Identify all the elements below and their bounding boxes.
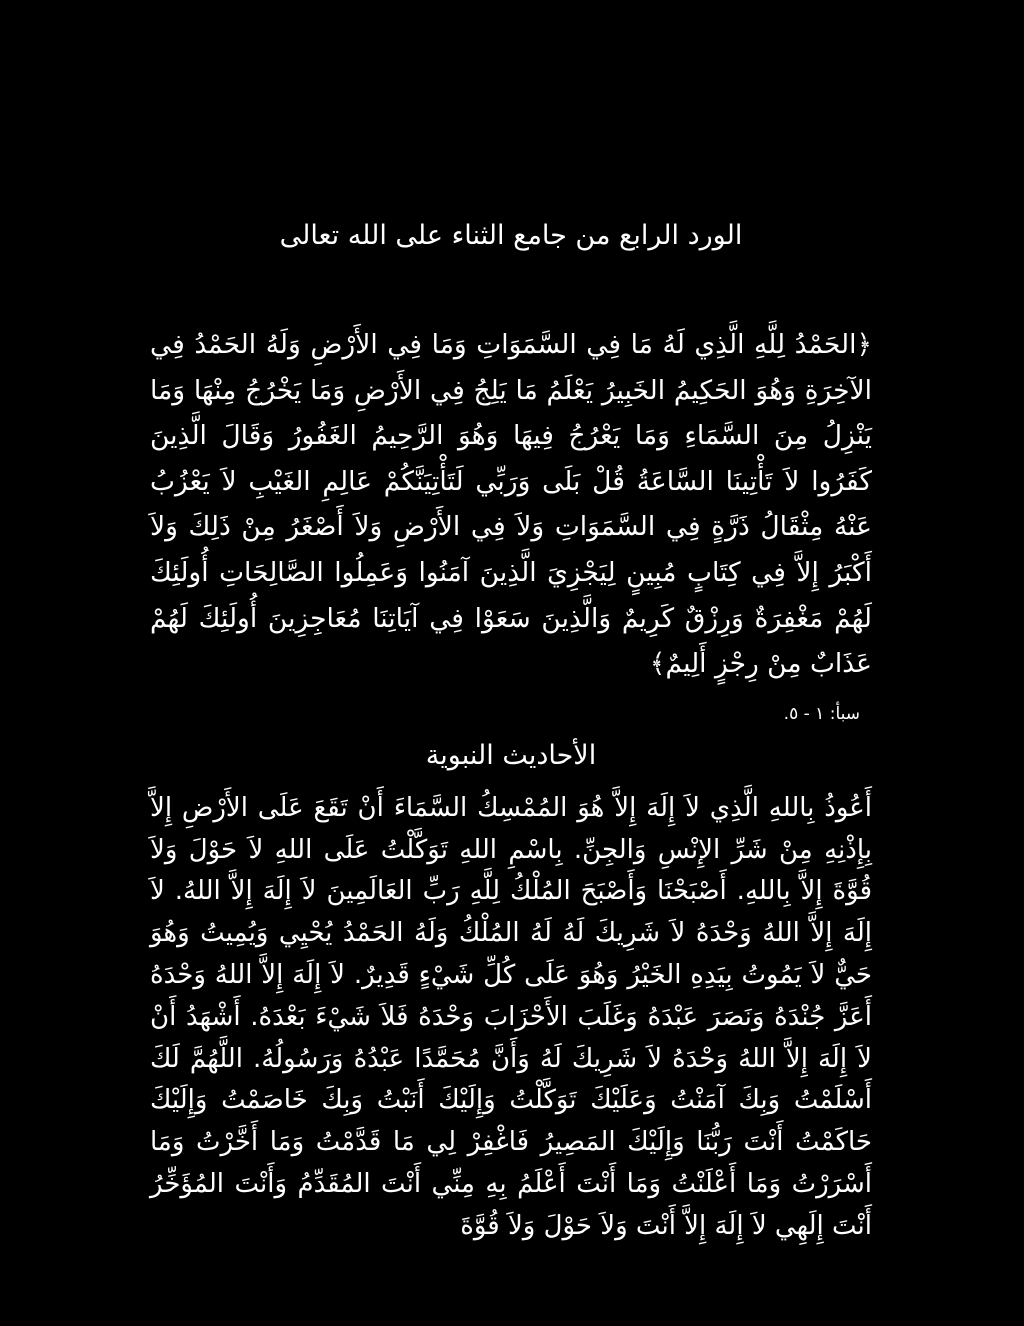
verse-citation	[150, 687, 872, 734]
hadith-passage: أَعُوذُ بِاللهِ الَّذِي لاَ إِلَهَ إِلاَّ هُوَ المُمْسِكُ السَّمَاءَ أَنْ تَقَعَ عَلَى الأَرْضِ إِلاَّ بِإِذْنِهِ مِنْ شَرِّ الإِنْسِ وَالجِنِّ. بِاسْمِ اللهِ تَوَكَّلْتُ عَلَى اللهِ لاَ حَوْلَ وَلاَ قُوَّةَ إِلاَّ بِاللهِ. أَصْبَحْنَا وَأَصْبَحَ المُلْكُ لِلَّهِ رَبِّ العَالَمِينَ لاَ إِلَهَ إِلاَّ اللهُ. لاَ إِلَهَ إِلاَّ اللهُ وَحْدَهُ لاَ شَرِيكَ لَهُ لَهُ المُلْكُ وَلَهُ الحَمْدُ يُحْيِي وَيُمِيتُ وَهُوَ حَيٌّ لاَ يَمُوتُ بِيَدِهِ الخَيْرُ وَهُوَ عَلَى كُلِّ شَيْءٍ قَدِيرٌ. لاَ إِلَهَ إِلاَّ اللهُ وَحْدَهُ أَعَزَّ جُنْدَهُ وَنَصَرَ عَبْدَهُ وَغَلَبَ الأَحْزَابَ وَحْدَهُ فَلاَ شَيْءَ بَعْدَهُ. أَشْهَدُ أَنْ لاَ إِلَهَ إِلاَّ اللهُ وَحْدَهُ لاَ شَرِيكَ لَهُ وَأَنَّ مُحَمَّدًا عَبْدُهُ وَرَسُولُهُ. اللَّهُمَّ لَكَ أَسْلَمْتُ وَبِكَ آمَنْتُ وَعَلَيْكَ تَوَكَّلْتُ وَإِلَيْكَ أَنَبْتُ وَبِكَ خَاصَمْتُ وَإِلَيْكَ حَاكَمْتُ أَنْتَ رَبُّنَا وَإِلَيْكَ المَصِيرُ فَاغْفِرْ لِي مَا قَدَّمْتُ وَمَا أَخَّرْتُ وَمَا أَسْرَرْتُ وَمَا أَعْلَنْتُ وَمَا أَنْتَ أَعْلَمُ بِهِ مِنِّي أَنْتَ المُقَدِّمُ وَأَنْتَ المُؤَخِّرُ أَنْتَ إِلَهِي لاَ إِلَهَ إِلاَّ أَنْتَ وَلاَ حَوْلَ وَلاَ قُوَّةَ	[150, 792, 872, 1241]
page-title: الورد الرابع من جامع الثناء على الله تعالى	[279, 220, 743, 251]
citation-reference: سبأ: ١ - ٥.	[783, 703, 860, 724]
hadith-section-heading: الأحاديث النبوية	[425, 739, 597, 771]
quran-passage: ﴿الحَمْدُ لِلَّهِ الَّذِي لَهُ مَا فِي السَّمَوَاتِ وَمَا فِي الأَرْضِ وَلَهُ الحَمْدُ فِي الآخِرَةِ وَهُوَ الحَكِيمُ الخَبِيرُ يَعْلَمُ مَا يَلِجُ فِي الأَرْضِ وَمَا يَخْرُجُ مِنْهَا وَمَا يَنْزِلُ مِنَ السَّمَاءِ وَمَا يَعْرُجُ فِيهَا وَهُوَ الرَّحِيمُ الغَفُورُ وَقَالَ الَّذِينَ كَفَرُوا لاَ تَأْتِينَا السَّاعَةُ قُلْ بَلَى وَرَبِّي لَتَأْتِيَنَّكُمْ عَالِمِ الغَيْبِ لاَ يَعْزُبُ عَنْهُ مِثْقَالُ ذَرَّةٍ فِي السَّمَوَاتِ وَلاَ فِي الأَرْضِ وَلاَ أَصْغَرُ مِنْ ذَلِكَ وَلاَ أَكْبَرُ إِلاَّ فِي كِتَابٍ مُبِينٍ لِيَجْزِيَ الَّذِينَ آمَنُوا وَعَمِلُوا الصَّالِحَاتِ أُولَئِكَ لَهُمْ مَغْفِرَةٌ وَرِزْقٌ كَرِيمٌ وَالَّذِينَ سَعَوْا فِي آيَاتِنَا مُعَاجِزِينَ أُولَئِكَ لَهُمْ عَذَابٌ مِنْ رِجْزٍ أَلِيمٌ﴾	[150, 329, 872, 680]
document-page	[150, 210, 872, 1248]
